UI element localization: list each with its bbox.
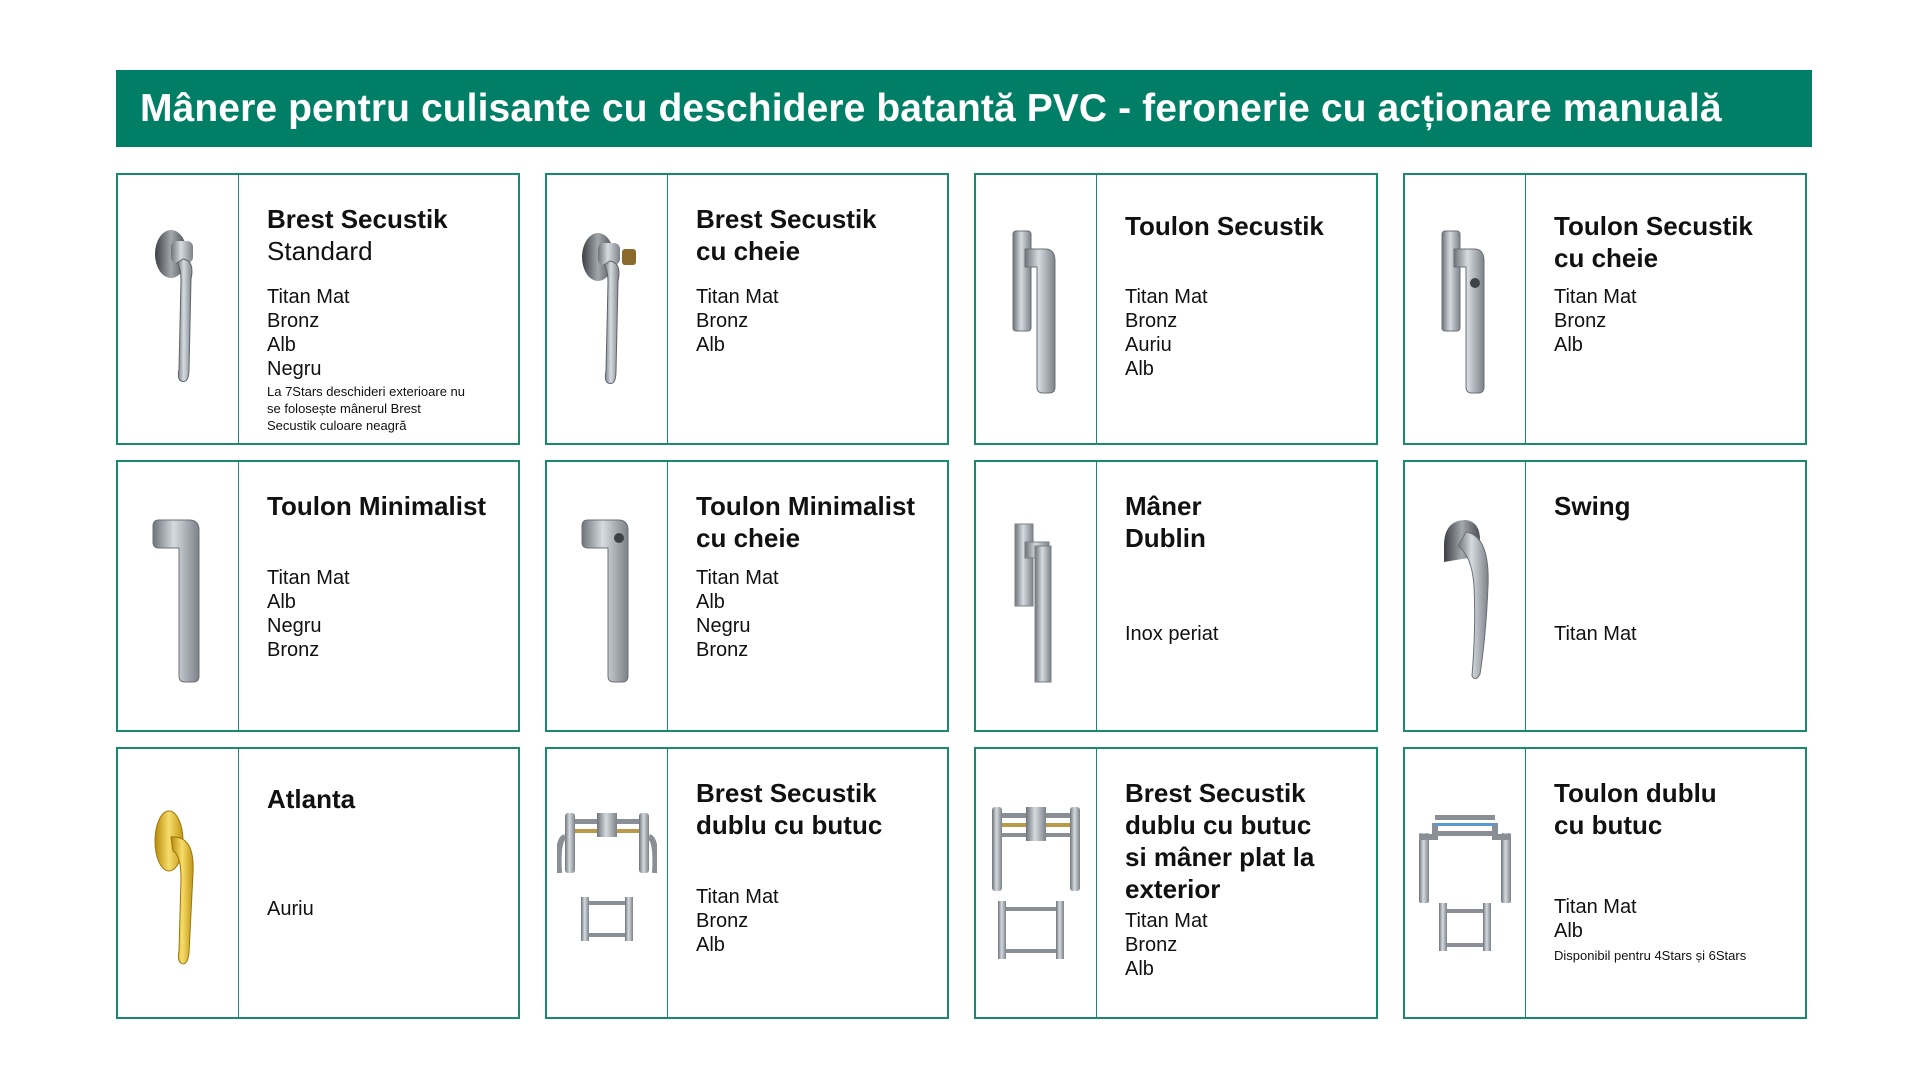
color-variants [696,285,947,357]
variant-item: Negru [267,615,322,637]
double-toulon-handle-icon [1415,793,1515,973]
product-name: Brest Secustik dublu cu butuc si mâner plat la exterior [1125,778,1315,904]
product-card-maner-dublin[interactable] [974,460,1378,732]
variant-item: Bronz [696,910,749,932]
color-variants [267,897,518,921]
color-variants [696,566,947,662]
variant-item: Alb [696,334,725,356]
product-image [118,749,239,1017]
product-info [1097,749,1376,1017]
color-variants [267,566,518,662]
product-card-toulon-minimalist[interactable] [116,460,520,732]
product-image [547,175,668,443]
product-name: Toulon Secustik [1125,211,1324,241]
variant-item: Bronz [267,310,320,332]
product-name: Brest Secustik cu cheie [696,204,877,266]
product-card-brest-secustik-standard[interactable] [116,173,520,445]
lever-handle-key-icon [572,219,642,399]
color-variants [696,885,947,957]
product-info [668,175,947,443]
variant-item: Alb [696,934,725,956]
product-info [239,749,518,1017]
variant-item: Alb [1125,958,1154,980]
square-handle-icon [1001,219,1071,399]
double-flat-handle-icon [986,793,1086,973]
variant-item: Titan Mat [267,286,350,308]
page-title: Mânere pentru culisante cu deschidere batantă PVC - feronerie cu acționare manuală [140,86,1722,130]
variant-item: Titan Mat [696,567,779,589]
variant-item: Titan Mat [1125,910,1208,932]
variant-item: Bronz [696,310,749,332]
lever-handle-rosette-icon [143,219,213,399]
page-header-banner [116,70,1812,147]
variant-item: Alb [696,591,725,613]
square-handle-key-icon [1430,219,1500,399]
variant-item: Bronz [696,639,749,661]
variant-item: Auriu [1125,334,1172,356]
product-info [1097,462,1376,730]
product-info [1526,175,1805,443]
product-image [118,175,239,443]
variant-item: Titan Mat [1125,286,1208,308]
product-note: La 7Stars deschideri exterioare nu se folosește mânerul Brest Secustik culoare neagră [267,384,466,433]
variant-item: Titan Mat [1554,896,1637,918]
color-variants [1125,285,1376,381]
variant-item: Auriu [267,898,314,920]
product-name: Toulon Minimalist [267,491,487,521]
variant-item: Alb [267,334,296,356]
product-name: Toulon Minimalist cu cheie [696,491,916,553]
product-card-brest-secustik-cu-cheie[interactable] [545,173,949,445]
gold-handle-icon [143,793,213,973]
variant-item: Bronz [267,639,320,661]
color-variants [1554,285,1805,357]
color-variants [1125,909,1376,981]
variant-item: Titan Mat [696,286,779,308]
product-card-toulon-secustik-cu-cheie[interactable] [1403,173,1807,445]
product-image [976,462,1097,730]
product-card-toulon-minimalist-cu-cheie[interactable] [545,460,949,732]
product-image [976,749,1097,1017]
variant-item: Alb [267,591,296,613]
variant-item: Bronz [1125,934,1178,956]
variant-item: Bronz [1554,310,1607,332]
product-info [1526,749,1805,1017]
product-image [1405,175,1526,443]
product-grid [116,173,1812,1025]
product-card-toulon-secustik[interactable] [974,173,1378,445]
color-variants [1554,895,1805,943]
product-image [1405,462,1526,730]
variant-item: Inox periat [1125,623,1219,645]
variant-item: Alb [1554,334,1583,356]
product-card-swing[interactable] [1403,460,1807,732]
variant-item: Bronz [1125,310,1178,332]
variant-item: Negru [267,358,322,380]
color-variants [1125,622,1376,646]
product-name: Toulon Secustik cu cheie [1554,211,1753,273]
variant-item: Negru [696,615,751,637]
product-info [1526,462,1805,730]
product-image [976,175,1097,443]
product-name: Swing [1554,491,1631,521]
product-name: Mâner Dublin [1125,491,1206,553]
product-info [668,749,947,1017]
product-image [118,462,239,730]
minimalist-handle-icon [143,506,213,686]
product-card-atlanta[interactable] [116,747,520,1019]
product-name: Atlanta [267,784,356,814]
variant-item: Titan Mat [267,567,350,589]
minimalist-handle-key-icon [572,506,642,686]
variant-item: Alb [1125,358,1154,380]
product-info [1097,175,1376,443]
variant-item: Alb [1554,920,1583,942]
product-info [239,175,518,443]
variant-item: Titan Mat [696,886,779,908]
product-name: Brest Secustik [267,204,448,234]
product-image [1405,749,1526,1017]
product-info [668,462,947,730]
product-card-toulon-dublu[interactable] [1403,747,1807,1019]
product-image [547,462,668,730]
variant-item: Titan Mat [1554,286,1637,308]
product-note: Disponibil pentru 4Stars și 6Stars [1554,948,1747,963]
swing-handle-icon [1430,506,1500,686]
variant-item: Titan Mat [1554,623,1637,645]
product-subtitle: Standard [267,236,373,266]
product-name: Brest Secustik dublu cu butuc [696,778,883,840]
product-image [547,749,668,1017]
product-info [239,462,518,730]
color-variants [1554,622,1805,646]
double-handle-icon [557,793,657,973]
color-variants [267,285,518,381]
product-card-brest-secustik-dublu-plat[interactable] [974,747,1378,1019]
product-card-brest-secustik-dublu[interactable] [545,747,949,1019]
dublin-handle-icon [1001,506,1071,686]
product-name: Toulon dublu cu butuc [1554,778,1717,840]
